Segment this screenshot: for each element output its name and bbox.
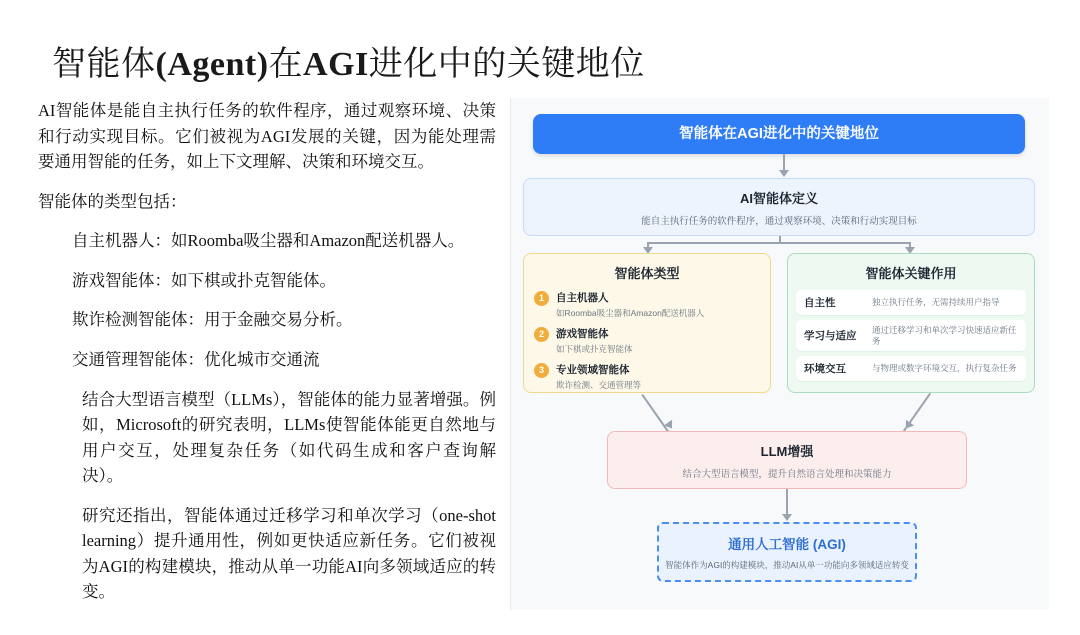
arrow-llm-to-agi <box>782 489 792 523</box>
type-item-1: 自主机器人：如Roomba吸尘器和Amazon配送机器人。 <box>72 231 465 251</box>
item-desc: 通过迁移学习和单次学习快速适应新任务 <box>872 325 1017 346</box>
item-name: 游戏智能体 <box>556 328 609 340</box>
diagram-header: 智能体在AGI进化中的关键地位 <box>533 114 1025 154</box>
paragraph-intro: AI智能体是能自主执行任务的软件程序，通过观察环境、决策和行动实现目标。它们被视为AGI发展的关键，因为能处理需要通用智能的任务，如上下文理解、决策和环境交互。 <box>38 101 496 172</box>
item-desc: 独立执行任务，无需持续用户指导 <box>872 297 1000 308</box>
title-part-5: 进化中的关键地位 <box>368 46 645 83</box>
item-desc: 欺诈检测、交通管理等 <box>556 380 642 390</box>
arrow-roles-to-llm <box>893 394 933 432</box>
definition-subtitle: 能自主执行任务的软件程序，通过观察环境、决策和行动实现目标 <box>641 216 917 227</box>
title-part-2: (Agent) <box>155 46 269 83</box>
agi-box <box>657 522 917 582</box>
title-part-3: 在 <box>268 46 304 83</box>
paragraph-research: 研究还指出，智能体通过迁移学习和单次学习（one-shot learning）提升通用性，例如更快适应新任务。它们被视为AGI的构建模块，推动从单一功能AI向多领域适应的转变。 <box>82 505 496 602</box>
agent-roles-list <box>788 290 1034 381</box>
agent-types-title: 智能体类型 <box>614 266 680 281</box>
list-item <box>534 290 760 319</box>
agent-types-box <box>523 253 771 393</box>
item-desc: 如下棋或扑克智能体 <box>556 344 633 354</box>
item-name: 自主性 <box>804 297 836 309</box>
llm-subtitle: 结合大型语言模型，提升自然语言处理和决策能力 <box>682 469 892 480</box>
badge-number: 3 <box>534 363 549 378</box>
item-name: 自主机器人 <box>556 292 609 304</box>
list-item <box>534 326 760 355</box>
type-item-2: 游戏智能体：如下棋或扑克智能体。 <box>72 270 336 290</box>
paragraph-llm: 结合大型语言模型（LLMs），智能体的能力显著增强。例如，Microsoft的研究表明，LLMs使智能体能更自然地与用户交互，处理复杂任务（如代码生成和客户查询解决）。 <box>82 389 496 486</box>
item-name: 环境交互 <box>804 363 846 376</box>
title-divider <box>32 96 1048 97</box>
title-part-4: AGI <box>303 46 369 83</box>
llm-box <box>607 431 967 489</box>
arrow-definition-split <box>611 236 961 254</box>
list-item <box>796 290 1026 315</box>
left-text-column <box>32 98 502 618</box>
item-desc: 如Roomba吸尘器和Amazon配送机器人 <box>556 308 705 318</box>
item-desc: 与物理或数字环境交互，执行复杂任务 <box>872 363 1017 374</box>
agi-title: 通用人工智能 (AGI) <box>728 537 846 552</box>
agi-subtitle: 智能体作为AGI的构建模块，推动AI从单一功能向多领域适应转变 <box>665 560 909 570</box>
list-item <box>796 356 1026 381</box>
item-name: 专业领域智能体 <box>556 364 630 376</box>
definition-box <box>523 178 1035 236</box>
arrow-header-to-definition <box>779 154 789 178</box>
agent-roles-box <box>787 253 1035 393</box>
types-heading: 智能体的类型包括： <box>38 191 187 211</box>
type-item-3: 欺诈检测智能体：用于金融交易分析。 <box>72 310 353 330</box>
badge-number: 2 <box>534 327 549 342</box>
title-part-1: 智能体 <box>52 46 156 83</box>
badge-number: 1 <box>534 291 549 306</box>
arrow-types-to-llm <box>641 394 681 432</box>
item-name: 学习与适应 <box>804 330 857 343</box>
type-item-4: 交通管理智能体：优化城市交通流 <box>72 349 320 369</box>
list-item <box>796 320 1026 351</box>
llm-title: LLM增强 <box>760 444 814 459</box>
list-item <box>534 362 760 391</box>
agent-types-list <box>524 290 770 391</box>
definition-title: AI智能体定义 <box>739 191 818 206</box>
page-title <box>52 36 645 85</box>
agent-roles-title: 智能体关键作用 <box>865 266 957 281</box>
diagram-panel <box>510 98 1049 610</box>
